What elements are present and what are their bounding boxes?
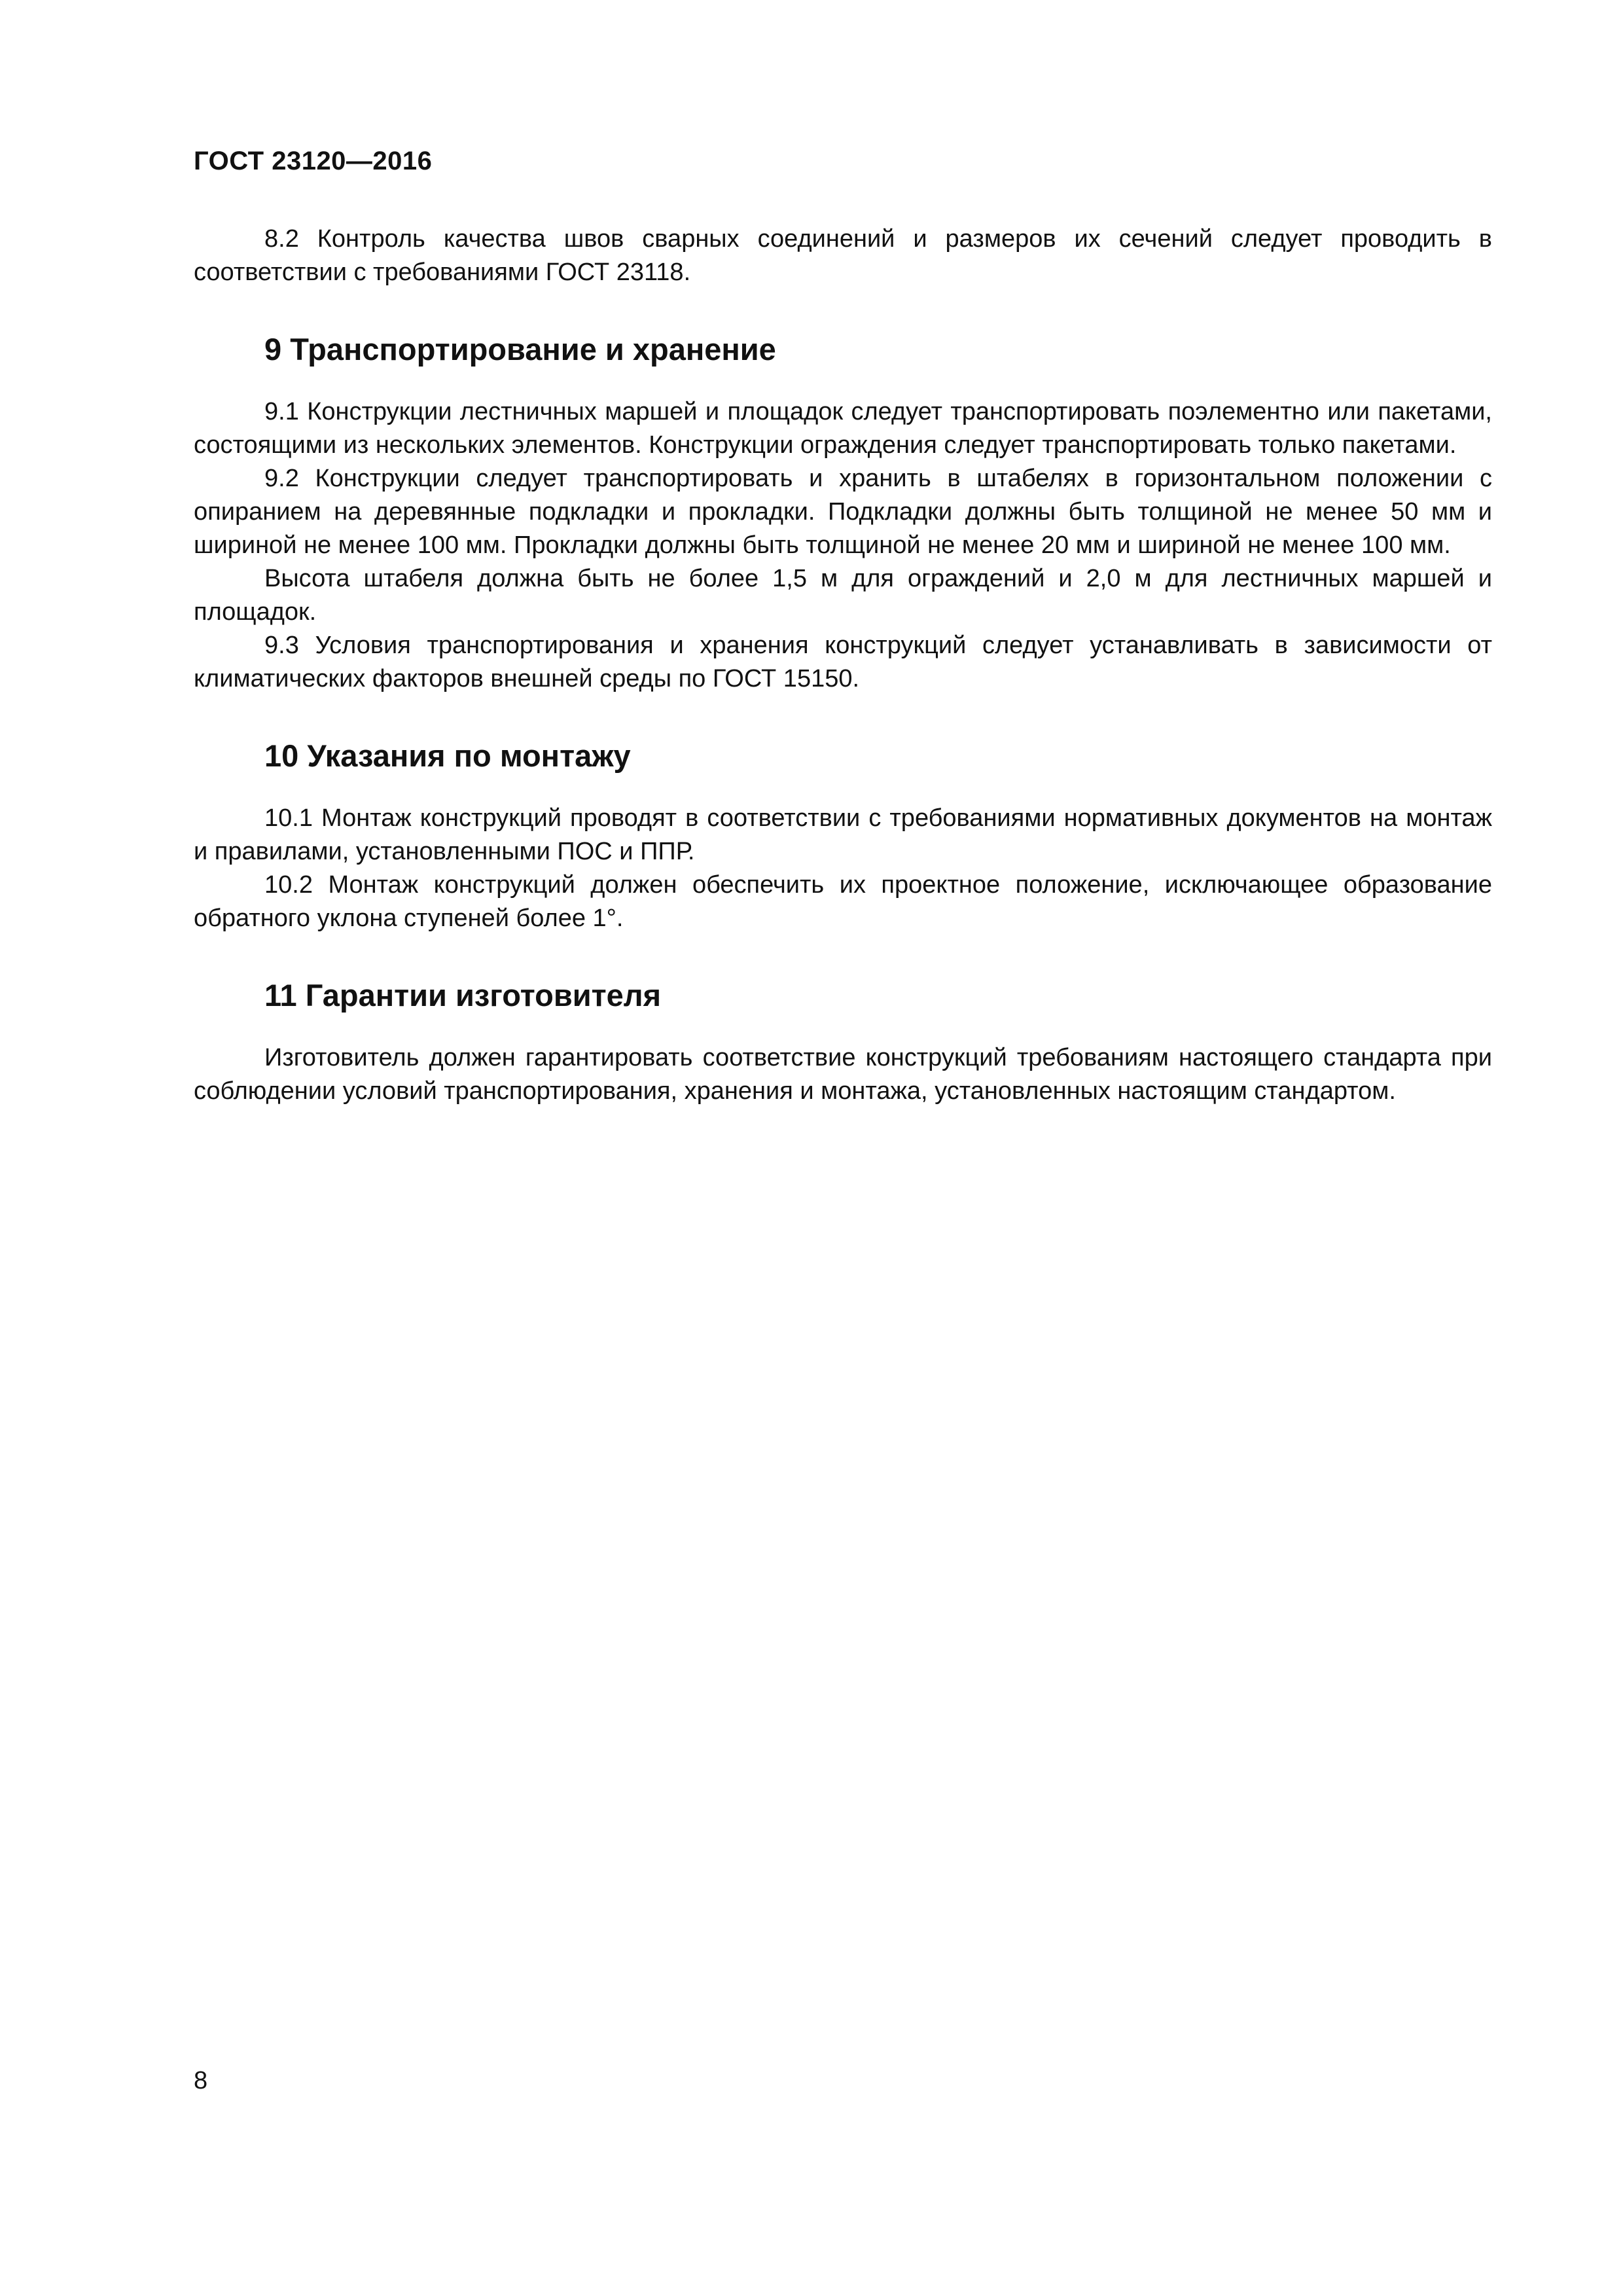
paragraph-10-1: 10.1 Монтаж конструкций проводят в соответствии с требованиями нормативных документов на монтаж и правилами, установленными ПОС и ППР. <box>194 804 1492 865</box>
section-11-heading: 11 Гарантии изготовителя <box>264 978 662 1013</box>
section-10-heading: 10 Указания по монтажу <box>264 738 631 773</box>
spacer <box>194 776 1492 802</box>
paragraph-9-3: 9.3 Условия транспортирования и хранения конструкций следует устанавливать в зависимости от климатических факторов внешней среды по ГОСТ 15150. <box>194 632 1492 692</box>
spacer <box>194 696 1492 736</box>
paragraph-11-1: Изготовитель должен гарантировать соответствие конструкций требованиям настоящего стандарта при соблюдении условий транспортирования, хранения и монтажа, установленных настоящим стандартом. <box>194 1044 1492 1105</box>
page-number: 8 <box>194 2067 208 2094</box>
spacer <box>194 369 1492 395</box>
spacer <box>194 289 1492 330</box>
paragraph-9-1: 9.1 Конструкции лестничных маршей и площадок следует транспортировать поэлементно или пакетами, состоящими из нескольких элементов. Конструкции ограждения следует транспортировать только пакетами. <box>194 398 1492 459</box>
spacer <box>194 935 1492 976</box>
section-9-heading: 9 Транспортирование и хранение <box>264 332 776 367</box>
document-code: ГОСТ 23120—2016 <box>194 147 433 175</box>
paragraph-10-2: 10.2 Монтаж конструкций должен обеспечить их проектное положение, исключающее образование обратного уклона ступеней более 1°. <box>194 871 1492 932</box>
paragraph-8-2: 8.2 Контроль качества швов сварных соединений и размеров их сечений следует проводить в соответствии с требованиями ГОСТ 23118. <box>194 225 1492 286</box>
paragraph-9-2-stack-height: Высота штабеля должна быть не более 1,5 м для ограждений и 2,0 м для лестничных маршей и площадок. <box>194 565 1492 626</box>
document-body <box>194 223 1492 1108</box>
paragraph-9-2: 9.2 Конструкции следует транспортировать и хранить в штабелях в горизонтальном положении с опиранием на деревянные подкладки и прокладки. Подкладки должны быть толщиной не менее 50 мм и шириной не менее 100 мм. Прокладки должны быть толщиной не менее 20 мм и шириной не менее 100 мм. <box>194 465 1492 559</box>
spacer <box>194 1015 1492 1041</box>
